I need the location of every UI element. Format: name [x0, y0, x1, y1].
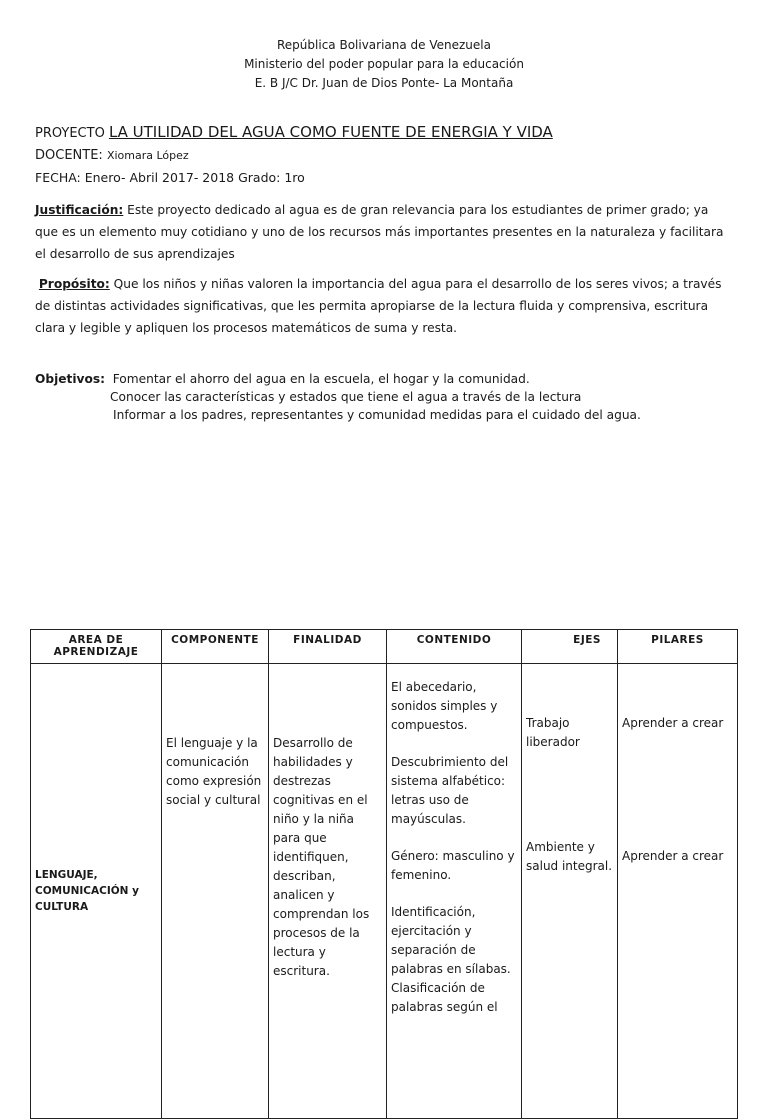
- pilar-item: Aprender a crear: [622, 716, 724, 730]
- project-title: LA UTILIDAD DEL AGUA COMO FUENTE DE ENERGIA Y VIDA: [108, 123, 553, 141]
- objetivos-label: Objetivos:: [35, 372, 105, 386]
- objetivo-item: Fomentar el ahorro del agua en la escuela, el hogar y la comunidad.: [112, 372, 530, 386]
- contenido-item: Clasificación de palabras según el: [391, 981, 498, 1014]
- contenido-item: Identificación, ejercitación y separación de palabras en sílabas.: [391, 905, 511, 976]
- cell-componente: El lenguaje y la comunicación como expresión social y cultural: [162, 664, 269, 1119]
- cell-pilares: [618, 664, 738, 1119]
- objetivos-block: [35, 370, 641, 424]
- fecha-line: FECHA: Enero- Abril 2017- 2018 Grado: 1ro: [35, 170, 305, 185]
- justificacion-text: Este proyecto dedicado al agua es de gran relevancia para los estudiantes de primer grado; ya que es un elemento muy cotidiano y uno de los recursos más importantes presentes en la naturaleza y facilitara el desarrollo de sus aprendizajes: [35, 203, 724, 261]
- table-header-row: [31, 630, 738, 664]
- cell-ejes: [522, 664, 618, 1119]
- contenido-item: Género: masculino y femenino.: [391, 849, 515, 882]
- header-ejes: EJES: [522, 630, 618, 664]
- planning-table: [30, 629, 738, 1119]
- header-contenido: CONTENIDO: [387, 630, 522, 664]
- table-row: [31, 664, 738, 1119]
- proposito-text: Que los niños y niñas valoren la importancia del agua para el desarrollo de los seres vivos; a través de distintas actividades significativas, que les permita apropiarse de la lectura fluida y comprensiva, escritura clara y legible y apliquen los procesos matemáticos de suma y resta.: [35, 277, 722, 335]
- eje-item: Ambiente y salud integral.: [526, 840, 613, 873]
- pilar-item: Aprender a crear: [622, 849, 724, 863]
- header-line-republic: República Bolivariana de Venezuela: [277, 38, 491, 52]
- cell-area: LENGUAJE, COMUNICACIÓN y CULTURA: [31, 664, 162, 1119]
- docente-line: [35, 148, 189, 163]
- cell-finalidad: Desarrollo de habilidades y destrezas cognitivas en el niño y la niña para que identifiquen, describan, analicen y comprendan los procesos de la lectura y escritura.: [269, 664, 387, 1119]
- justificacion-paragraph: [35, 199, 735, 265]
- contenido-item: Descubrimiento del sistema alfabético: letras uso de mayúsculas.: [391, 755, 509, 826]
- proposito-label: Propósito:: [38, 277, 110, 291]
- document-header: [0, 36, 768, 93]
- header-pilares: PILARES: [618, 630, 738, 664]
- cell-contenido: [387, 664, 522, 1119]
- contenido-item: El abecedario, sonidos simples y compuestos.: [391, 680, 498, 732]
- justificacion-label: Justificación:: [35, 203, 124, 217]
- docente-name: Xiomara López: [106, 149, 189, 162]
- header-line-ministry: Ministerio del poder popular para la educación: [244, 57, 524, 71]
- header-finalidad: FINALIDAD: [269, 630, 387, 664]
- header-area: AREA DE APRENDIZAJE: [31, 630, 162, 664]
- objetivo-item: Informar a los padres, representantes y comunidad medidas para el cuidado del agua.: [113, 408, 641, 422]
- docente-label: DOCENTE:: [35, 148, 107, 163]
- objetivo-item: Conocer las características y estados que tiene el agua a través de la lectura: [110, 390, 582, 404]
- proposito-paragraph: [35, 273, 735, 339]
- header-line-school: E. B J/C Dr. Juan de Dios Ponte- La Montaña: [254, 76, 514, 90]
- eje-item: Trabajo liberador: [526, 716, 580, 749]
- project-label: PROYECTO: [35, 126, 109, 141]
- project-title-line: [35, 123, 553, 141]
- header-componente: COMPONENTE: [162, 630, 269, 664]
